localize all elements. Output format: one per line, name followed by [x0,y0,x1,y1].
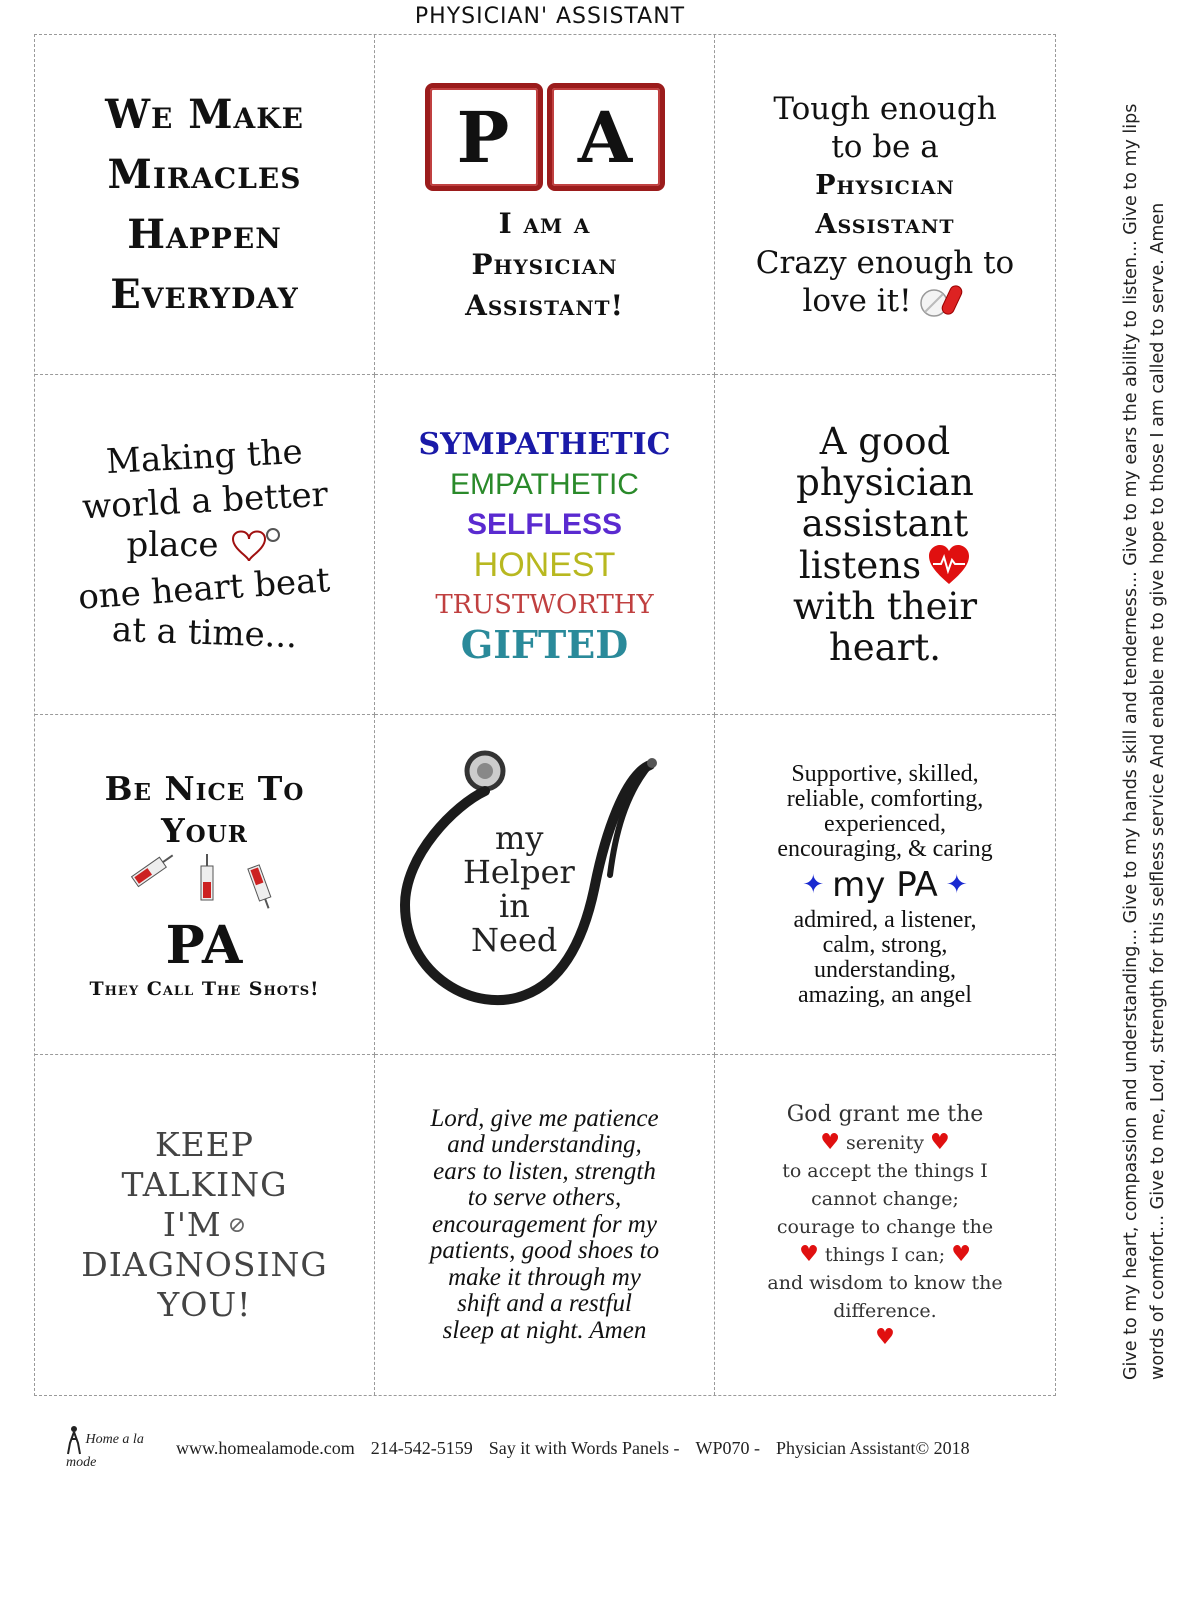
trait-word: GIFTED [460,621,629,667]
panel-line: patients, good shoes to [429,1237,660,1265]
panel-line: to accept the things I [782,1159,988,1182]
panel-line: assistant [801,502,969,545]
pa-letter-boxes [425,83,665,191]
panel-line: to serve others, [467,1184,622,1212]
trait-word: SYMPATHETIC [418,426,671,462]
letter-a-box: A [547,83,665,191]
panel-line: Tough enough [773,90,997,127]
panel-i-am-pa [375,35,715,375]
trait-word: TRUSTWORTHY [435,589,654,620]
panel-line: to be a [831,128,939,165]
panel-line: God grant me the [786,1101,984,1127]
panel-line: encouraging, & caring [777,835,993,862]
panel-helper-in-need [375,715,715,1055]
panel-line: calm, strong, [822,931,948,958]
butterfly-icon: ✦ [945,869,968,900]
panel-line: heart. [828,626,942,669]
panel-line: Making the [105,431,304,482]
heart-icon: ♥ [799,1241,819,1267]
panel-line: physician [796,461,974,504]
panel-be-nice [35,715,375,1055]
panel-line: listens [798,543,922,587]
panel-line: place [126,524,219,565]
panel-traits [375,375,715,715]
panel-line: one heart beat [77,559,332,618]
stethoscope-heart-icon [223,525,283,565]
panel-grid [34,34,1056,1396]
panel-line: serenity [845,1131,924,1154]
panel-line: love it! [802,282,912,319]
panel-line: I am a [498,207,591,240]
pills-icon: ⊘ [227,1212,247,1238]
panel-line: encouragement for my [432,1210,657,1238]
panel-line: difference. [833,1299,937,1322]
footer-code: WP070 - [695,1437,760,1458]
panel-line: and understanding, [447,1131,642,1159]
pill-icon [918,283,968,319]
panel-tagline: They Call The Shots! [89,977,320,1000]
panel-line: Everyday [110,270,299,318]
panel-line: Assistant [815,208,955,240]
panel-line: things I can; [824,1243,946,1266]
panel-line: cannot change; [811,1187,959,1210]
panel-line: TALKING [121,1165,288,1204]
heart-icon: ♥ [930,1129,950,1155]
panel-my-pa [715,715,1055,1055]
footer-product: Physician Assistant© 2018 [776,1437,970,1458]
footer-series: Say it with Words Panels - [488,1437,680,1458]
panel-line: We Make [105,90,304,138]
panel-line: understanding, [814,956,956,983]
panel-miracles [35,35,375,375]
trait-word: EMPATHETIC [450,467,639,501]
panel-line: Need [471,921,558,959]
panel-line: Happen [127,210,282,258]
trait-word: HONEST [473,545,616,584]
footer [66,1428,1066,1468]
panel-prayer [375,1055,715,1395]
syringes-group [125,852,285,916]
panel-line: YOU! [157,1285,252,1324]
panel-line: KEEP [154,1125,255,1164]
panel-line: Physician [471,248,618,281]
heartbeat-icon [927,544,971,586]
panel-good-pa [715,375,1055,715]
side-line: words of comfort... Give to me, Lord, strength for this selfless service And enable me to give hope to those I am called to serve. Amen [1148,202,1168,1380]
syringe-icon [125,852,285,916]
panel-line: A good [819,420,951,463]
panel-line: experienced, [824,810,946,837]
panel-line: Lord, give me patience [430,1104,659,1132]
footer-phone: 214-542-5159 [370,1437,473,1458]
letter-p-box: P [425,83,543,191]
panel-line: courage to change the [776,1215,994,1238]
panel-line: and wisdom to know the [767,1271,1003,1294]
panel-line: make it through my [448,1263,641,1291]
panel-line: Miracles [107,150,302,198]
panel-line: Supportive, skilled, [791,760,979,787]
panel-line: amazing, an angel [798,981,972,1008]
heart-icon: ♥ [820,1129,840,1155]
panel-line: admired, a listener, [793,906,977,933]
panel-line: ears to listen, strength [433,1157,656,1185]
panel-line: at a time... [111,609,298,656]
brand-logo-text: Home a la mode [66,1432,144,1470]
panel-line: I'M [162,1205,222,1244]
butterfly-icon: ✦ [802,869,825,900]
page-title: PHYSICIAN' ASSISTANT [414,4,686,29]
heart-icon: ♥ [875,1324,895,1350]
footer-website: www.homealamode.com [176,1437,355,1458]
heart-icon: ♥ [951,1241,971,1267]
panel-line: shift and a restful [457,1290,632,1318]
panel-line: Your [161,810,248,850]
panel-line: Assistant! [465,289,624,322]
panel-keep-talking [35,1055,375,1395]
panel-line: Physician [815,169,955,201]
silhouette-icon [66,1425,82,1455]
panel-line: Be Nice To [104,768,305,808]
trait-word: SELFLESS [466,507,623,541]
panel-line: my [495,819,544,857]
brand-logo [66,1425,176,1471]
panel-line: Helper [463,853,575,891]
panel-line: Crazy enough to [755,244,1015,281]
panel-pa: PA [165,914,244,976]
panel-better-place [35,375,375,715]
side-line: Give to my heart, compassion and understanding... Give to my hands skill and tenderness... Give to my ears the ability to listen... Give to my lips [1121,103,1141,1380]
panel-line: world a better [80,474,329,527]
panel-serenity [715,1055,1055,1395]
panel-line: reliable, comforting, [786,785,984,812]
panel-line: DIAGNOSING [81,1245,328,1284]
panel-line: in [499,887,530,925]
side-prayer-text [1118,70,1172,1380]
my-pa-label: my PA [832,864,938,905]
panel-line: with their [792,585,978,628]
panel-tough-enough [715,35,1055,375]
panel-line: sleep at night. Amen [442,1316,647,1344]
